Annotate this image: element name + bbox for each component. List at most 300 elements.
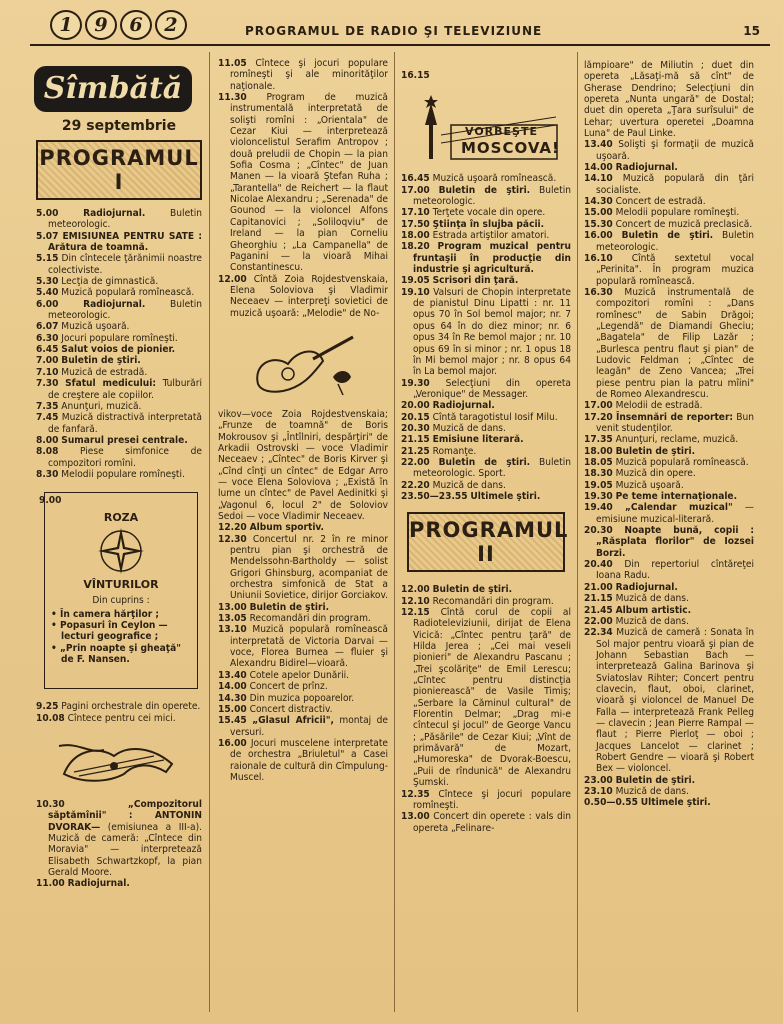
page-header <box>30 8 770 46</box>
entry-time: 20.40 <box>584 559 613 571</box>
entry-text: Muzică din opere. <box>615 468 696 480</box>
schedule-entry <box>584 400 754 411</box>
entry-time: 8.08 <box>36 446 59 458</box>
entry-text: Muzică populară romînească interpretată de Victoria Darvai — voce, Florea Burnea — fluier şi Alexandru Bidirel—vioară. <box>230 624 388 670</box>
schedule-entry <box>584 775 754 786</box>
entry-bold-title: Album artistic. <box>615 604 692 616</box>
entry-time: 20.15 <box>401 411 430 423</box>
schedule-list <box>218 58 388 319</box>
schedule-entry <box>401 173 571 184</box>
entry-bold-title: Radiojurnal. <box>83 298 146 310</box>
entry-text: Cîntece pentru cei mici. <box>67 712 176 724</box>
schedule-entry <box>218 274 388 319</box>
entry-text: Terţete vocale din opere. <box>432 207 546 219</box>
entry-bold-title: Noapte bună, copii : „Răsplata florilor" de Iozsei Borzi. <box>596 525 754 559</box>
entry-text: Din muzica popoarelor. <box>249 692 355 704</box>
entry-bold-title: Buletin de ştiri. <box>621 230 714 242</box>
entry-time: 13.00 <box>218 601 247 613</box>
entry-time: 19.05 <box>584 479 613 491</box>
entry-time: 12.20 <box>218 522 247 534</box>
entry-text: Muzică de dans. <box>432 479 506 491</box>
schedule-entry <box>36 299 202 322</box>
entry-time: 5.00 <box>36 208 59 219</box>
schedule-entry <box>36 878 202 889</box>
schedule-entry <box>36 446 202 469</box>
schedule-entry <box>584 457 754 468</box>
entry-bold-title: Radiojurnal. <box>615 581 678 593</box>
schedule-entry <box>584 593 754 604</box>
entry-time: 17.00 <box>584 400 613 412</box>
entry-time: 7.00 <box>36 355 59 367</box>
entry-time: 23.50—23.55 <box>401 490 468 502</box>
entry-text: Buletin meteorologic. Sport. <box>413 456 571 480</box>
entry-time: 20.30 <box>584 525 613 537</box>
schedule-entry <box>584 627 754 774</box>
entry-text: Recomandări din program. <box>432 595 554 607</box>
entry-time: 22.00 <box>584 615 613 627</box>
schedule-entry <box>36 799 202 878</box>
entry-bold-title: Sumarul presei centrale. <box>61 434 188 446</box>
entry-time: 7.35 <box>36 400 59 412</box>
entry-text: Valsuri de Chopin interpretate de pianistul Dinu Lipatti : nr. 11 opus 70 în Sol bemol major; nr. 7 opus 64 în do diez minor; nr. 6 opus 34 în Re bemol major ; nr. 10 opus 69 în si minor ; nr. 1 opus 18 în Mi bemol major ; nr. 8 opus 64 în La bemol major. <box>413 286 571 378</box>
entry-time: 15.00 <box>218 703 247 715</box>
entry-text: Concertul nr. 2 în re minor pentru pian şi orchestră de Mendelssohn-Bartholdy — solist Grigori Ghinsburg, acompaniat de orchestra simfonică de Stat a Uniunii Sovietice, dirijor Gorciakov. <box>230 533 388 602</box>
entry-text: Cîntă sextetul vocal „Perinita". În program muzica populară romînească. <box>596 252 754 287</box>
schedule-entry <box>401 241 571 275</box>
programul-2-banner: PROGRAMUL II <box>407 512 565 572</box>
schedule-entry <box>584 491 754 502</box>
programul-1-banner: PROGRAMUL I <box>36 140 202 200</box>
schedule-entry <box>401 207 571 218</box>
schedule-entry <box>584 287 754 400</box>
entry-time: 11.00 <box>36 878 65 890</box>
entry-time: 13.10 <box>218 624 247 636</box>
year-digit: 2 <box>155 10 187 40</box>
schedule-list <box>584 139 754 808</box>
entry-bold-title: Ultimele ştiri. <box>640 797 711 809</box>
entry-time: 13.40 <box>218 669 247 681</box>
schedule-entry <box>401 446 571 457</box>
entry-text: Concert de estradă. <box>615 196 706 208</box>
roza-subtitle: VÎNTURILOR <box>83 578 159 592</box>
schedule-entry <box>584 253 754 287</box>
entry-time: 19.40 <box>584 502 613 514</box>
schedule-entry <box>218 681 388 692</box>
entry-time: 14.30 <box>584 196 613 208</box>
entry-time: 7.45 <box>36 412 59 424</box>
schedule-entry <box>218 738 388 783</box>
schedule-list <box>401 173 571 502</box>
entry-bold-title: „Calendar muzical" <box>624 502 733 514</box>
schedule-entry <box>36 412 202 435</box>
entry-time: 16.00 <box>218 737 247 749</box>
schedule-entry <box>584 196 754 207</box>
schedule-entry <box>36 321 202 332</box>
entry-time: 18.00 <box>401 230 430 242</box>
roza-item: • „Prin noapte şi gheaţă" de F. Nansen. <box>51 642 181 665</box>
schedule-entry <box>401 607 571 789</box>
entry-time: 5.40 <box>36 287 59 299</box>
schedule-entry <box>584 797 754 808</box>
column-2 <box>218 58 388 783</box>
entry-bold-title: Emisiune literară. <box>432 434 524 446</box>
schedule-entry <box>36 355 202 366</box>
compass-rose-icon <box>96 526 146 576</box>
schedule-entry <box>36 287 202 298</box>
roza-item: • Popasuri în Ceylon — lecturi geografice ; <box>51 619 168 643</box>
schedule-entry <box>584 786 754 797</box>
schedule-entry <box>36 713 202 724</box>
entry-time: 17.10 <box>401 207 430 219</box>
schedule-entry <box>584 230 754 253</box>
schedule-entry <box>36 701 202 712</box>
entry-text: Muzică populară romînească. <box>61 287 195 299</box>
entry-time: 19.30 <box>584 491 613 503</box>
entry-text: Concert distractiv. <box>249 703 333 715</box>
schedule-entry <box>218 624 388 669</box>
schedule-entry <box>401 584 571 595</box>
schedule-entry <box>401 457 571 480</box>
entry-time: 14.00 <box>584 162 613 174</box>
entry-time: 14.30 <box>218 692 247 704</box>
entry-bold-title: Buletin de ştiri. <box>432 584 513 596</box>
schedule-entry <box>218 715 388 738</box>
entry-text: Jocuri muscelene interpretate de orchestra „Briuletul" a Casei raionale de cultură din Cîmpulung-Muscel. <box>230 737 388 783</box>
schedule-entry-continuation: vikov—voce Zoia Rojdestvenskaia; „Frunze de toamnă" de Boris Mokrousov şi „Întîlniri, despărţiri" de Arkadii Ostrovski — voce Vladimir Neceaev ; „Cîntec" de Boris Kirver şi „Cînd cînţi un cîntec" de Edgar Arro — voce Elena Soloviova ; „Există în lume un cîntec" de Pavel Aedinitki şi „Vagonul 6, locul 2" de Soloviov Sedoi — voce Vladimir Neceaev. <box>218 408 388 522</box>
entry-time: 7.10 <box>36 366 59 378</box>
column-1 <box>36 66 202 890</box>
entry-bold-title: Buletin de ştiri. <box>249 601 330 613</box>
entry-time: 19.05 <box>401 275 430 287</box>
schedule-entry <box>584 412 754 435</box>
entry-time: 6.30 <box>36 332 59 344</box>
entry-bold-title: Radiojurnal. <box>83 208 146 219</box>
entry-time: 12.15 <box>401 607 430 618</box>
entry-time: 10.30 <box>36 798 65 810</box>
entry-time: 18.30 <box>584 468 613 480</box>
entry-bold-title: Buletin de ştiri. <box>438 456 531 468</box>
entry-time: 21.15 <box>584 593 613 605</box>
schedule-entry <box>218 670 388 681</box>
entry-time: 11.30 <box>218 92 247 104</box>
schedule-entry <box>36 208 202 231</box>
schedule-entry <box>36 469 202 480</box>
schedule-entry <box>401 789 571 812</box>
schedule-entry <box>584 207 754 218</box>
schedule-entry <box>36 253 202 276</box>
entry-text: Muzică instrumentală de compozitori romîni : „Dans romînesc" de Sabin Drăgoi; „Legendă" de Diamandi Gheciu; „Bagatela" de Filip Lazăr ; „Burlesca pentru flaut şi pian" de Ludovic Feldman ; „Cîntec de leagăn" de Zeno Vancea; „Trei piese pentru pian la patru mîini" de Romeo Alexandrescu. <box>596 286 754 400</box>
roza-time: 9.00 <box>39 495 62 507</box>
schedule-entry <box>401 596 571 607</box>
schedule-entry <box>36 401 202 412</box>
entry-time: 17.00 <box>401 184 430 196</box>
roza-contents-label: Din cuprins : <box>92 595 150 607</box>
entry-bold-title: Buletin de ştiri. <box>615 445 696 457</box>
schedule-entry <box>584 616 754 627</box>
entry-time: 8.00 <box>36 434 59 446</box>
schedule-entry <box>36 333 202 344</box>
column-divider <box>577 52 578 1012</box>
entry-bold-title: Ultimele ştiri. <box>470 490 541 502</box>
entry-time: 20.00 <box>401 400 430 412</box>
entry-time: 14.00 <box>218 681 247 693</box>
schedule-entry <box>584 582 754 593</box>
entry-time: 14.10 <box>584 173 613 185</box>
entry-time: 15.00 <box>584 207 613 219</box>
entry-bold-title: Sfatul medicului: <box>65 378 156 390</box>
entry-text: (emisiunea a III-a). Muzică de cameră: „Cîntece din Moravia" — interpretează Elisabeth Schwartzkopf, la pian Gerald Moore. <box>48 821 202 878</box>
entry-text: — emisiune muzical-literară. <box>596 502 755 525</box>
entry-text: Estrada artiştilor amatori. <box>432 230 550 242</box>
schedule-list <box>218 522 388 783</box>
entry-text: Muzică de dans. <box>432 422 506 434</box>
schedule-entry <box>401 275 571 286</box>
schedule-entry <box>36 231 202 254</box>
schedule-entry <box>584 139 754 162</box>
entry-time: 15.30 <box>584 218 613 230</box>
schedule-entry <box>584 162 754 173</box>
entry-bold-title: Buletin de ştiri. <box>438 184 531 196</box>
entry-bold-title: Însemnări de reporter: <box>615 411 734 423</box>
entry-text: Muzică de cameră : Sonata în Sol major pentru vioară şi pian de Johann Sebastian Bach — interpretează Galina Barinova şi Sviatoslav Rihter; Concert pentru clavecin, flaut, oboi, clarinet, vioară şi violoncel de Manuel De Falla — interpretează Frank Pelleg — clavecin ; Jean Pierre Rampal — flaut ; Pierre Pierloţ — oboi ; Jacques Lancelot — clarinet ; Robert Gendre — vioară şi Robert Bex — violoncel. <box>596 627 754 775</box>
schedule-entry <box>218 534 388 602</box>
entry-time: 18.05 <box>584 457 613 469</box>
entry-text: Selecţiuni din opereta „Veronique" de Messager. <box>413 377 571 400</box>
roza-title: ROZA <box>103 511 139 525</box>
entry-text: Jocuri populare romîneşti. <box>61 332 178 344</box>
header-rule <box>30 44 770 46</box>
entry-text: Romanţe. <box>432 445 477 457</box>
entry-text: Recomandări din program. <box>249 613 371 625</box>
entry-text: Buletin meteorologic. <box>413 184 571 208</box>
entry-time: 6.00 <box>36 298 59 310</box>
entry-text: Muzică uşoară. <box>61 321 130 333</box>
entry-time: 16.15 <box>401 70 430 81</box>
entry-text: Lecţia de gimnastică. <box>61 276 159 288</box>
entry-time: 22.20 <box>401 479 430 491</box>
year-digit: 6 <box>120 10 152 40</box>
entry-bold-title: „Compozitorul săptămînii" : ANTONIN DVORAK— <box>48 798 202 833</box>
entry-time: 16.10 <box>584 252 613 264</box>
schedule-entry <box>401 811 571 834</box>
entry-text: Pagini orchestrale din operete. <box>61 701 201 713</box>
entry-bold-title: Salut voios de pionier. <box>61 344 176 356</box>
entry-text: Melodii populare romîneşti. <box>615 207 740 219</box>
entry-time: 6.45 <box>36 344 59 356</box>
schedule-entry <box>584 480 754 491</box>
entry-bold-title: Scrisori din ţară. <box>432 275 519 287</box>
schedule-entry <box>584 434 754 445</box>
roza-vanturilor-box <box>39 492 198 689</box>
year-digit: 9 <box>85 10 117 40</box>
entry-text: Buletin meteorologic. <box>48 208 202 231</box>
entry-time: 23.00 <box>584 774 613 786</box>
entry-time: 13.00 <box>401 811 430 823</box>
entry-bold-title: Buletin de ştiri. <box>61 355 141 367</box>
schedule-list <box>36 799 202 890</box>
entry-text: Cîntă corul de copii al Radioteleviziunii, dirijat de Elena Vicică: „Cîntec pentru ţară" de Hilda Jerea ; „Cei mai veseli pionieri" de Alexandru Pascanu ; „Trei şcolăriţe" de Emil Lerescu; „Cîntec pentru distincţia pionierească" de Vasile Timiş; „Serbare la Căminul cultural" de Florentin Delmar; „Drag mi-e cîntecul şi jocul" de George Vancu ; „Păsările" de Cezar Kiui; „Vînt de primăvară" de Mozart, „Humoreska" de Dvorak-Boescu, „Puii de rîndunică" de Alexandru Şumski. <box>413 607 571 789</box>
entry-bold-title: Radiojurnal. <box>67 878 130 890</box>
entry-bold-title: Ştiinţa în slujba păcii. <box>432 218 545 230</box>
schedule-entry <box>584 605 754 616</box>
schedule-entry <box>218 704 388 715</box>
schedule-entry <box>218 522 388 533</box>
entry-bold-title: Pe teme internaţionale. <box>615 491 738 503</box>
entry-text: Muzică populară din ţări socialiste. <box>596 173 754 196</box>
entry-time: 5.30 <box>36 276 59 288</box>
schedule-entry <box>401 434 571 445</box>
entry-text: Muzică uşoară romînească. <box>432 173 557 185</box>
schedule-entry <box>401 185 571 208</box>
entry-time: 0.50—0.55 <box>584 797 638 809</box>
entry-time: 12.35 <box>401 788 430 800</box>
entry-time: 22.00 <box>401 456 430 468</box>
entry-time: 11.05 <box>218 58 247 69</box>
entry-text: Muzică de estradă. <box>61 366 148 378</box>
entry-time: 21.00 <box>584 581 613 593</box>
schedule-entry <box>218 58 388 92</box>
entry-time: 6.07 <box>36 321 59 333</box>
entry-time: 18.00 <box>584 445 613 457</box>
schedule-entry-continuation: lămpioare" de Miliutin ; duet din opereta „Lăsaţi-mă să cînt" de Gherase Dendrino; Selecţiuni din opereta „Nunta ungară" de Dostal; duet din opereta „Ţara surîsului" de Lehar; uvertura operetei „Doamna Luna" de Paul Linke. <box>584 60 754 140</box>
entry-time: 17.50 <box>401 218 430 230</box>
entry-time: 17.20 <box>584 411 613 423</box>
entry-text: Muzică de dans. <box>615 593 689 605</box>
page-number: 15 <box>743 24 760 38</box>
entry-time: 12.30 <box>218 533 247 545</box>
entry-time: 12.00 <box>218 273 247 285</box>
year-digit: 1 <box>50 10 82 40</box>
schedule-entry <box>36 378 202 401</box>
entry-text: Din repertoriul cîntăreţei Ioana Radu. <box>596 559 754 582</box>
roza-item: • În camera hărţilor ; <box>51 608 160 620</box>
moscova-text: MOSCOVA! <box>461 139 560 158</box>
schedule-entry <box>584 525 754 559</box>
entry-text: Cîntece şi jocuri populare romîneşti. <box>413 788 571 811</box>
schedule-entry <box>36 344 202 355</box>
schedule-entry <box>36 367 202 378</box>
entry-time: 10.08 <box>36 712 65 724</box>
schedule-entry <box>584 173 754 196</box>
schedule-entry <box>401 378 571 401</box>
entry-time: 20.30 <box>401 422 430 434</box>
schedule-entry <box>36 435 202 446</box>
entry-time: 19.30 <box>401 377 430 389</box>
entry-time: 9.25 <box>36 701 59 713</box>
vorbeste-text: VORBEŞTE <box>465 125 538 139</box>
schedule-entry <box>36 276 202 287</box>
schedule-entry <box>401 400 571 411</box>
schedule-list <box>36 701 202 724</box>
entry-text: Cîntă Zoia Rojdestvenskaia, Elena Soloviova şi Vladimir Neceaev — interpreţi sovietici de muzică uşoară: „Melodie" de No- <box>230 273 388 319</box>
entry-text: Concert din operete : vals din opereta „Felinare- <box>413 811 571 834</box>
entry-text: Cotele apelor Dunării. <box>249 669 350 681</box>
entry-bold-title: Buletin de ştiri. <box>615 774 696 786</box>
schedule-entry <box>401 491 571 502</box>
entry-time: 16.30 <box>584 286 613 298</box>
year-badge <box>50 10 187 40</box>
schedule-entry <box>401 423 571 434</box>
entry-time: 13.05 <box>218 613 247 625</box>
schedule-entry <box>218 613 388 624</box>
schedule-entry <box>584 446 754 457</box>
schedule-entry <box>401 219 571 230</box>
entry-text: Melodii de estradă. <box>615 400 703 412</box>
schedule-entry <box>218 92 388 274</box>
entry-bold-title: Radiojurnal. <box>432 400 495 412</box>
violin-illustration-icon <box>54 734 184 789</box>
entry-time: 5.15 <box>36 253 59 265</box>
entry-text: Cîntece şi jocuri populare romîneşti şi ale minorităţilor naţionale. <box>230 58 388 92</box>
column-4 <box>584 60 754 809</box>
entry-bold-title: Program muzical pentru fruntaşii în producţie din industrie şi agricultură. <box>413 241 571 276</box>
entry-text: Muzică de dans. <box>615 615 689 627</box>
column-divider <box>394 52 395 1012</box>
entry-time: 8.30 <box>36 468 59 480</box>
guitar-flowers-illustration-icon <box>243 329 363 399</box>
schedule-entry <box>401 287 571 378</box>
entry-time: 21.15 <box>401 434 430 446</box>
entry-text: Anunţuri, reclame, muzică. <box>615 434 739 446</box>
entry-time: 18.20 <box>401 241 430 253</box>
entry-text: Muzică populară romînească. <box>615 457 749 469</box>
entry-time: 19.10 <box>401 286 430 298</box>
schedule-entry <box>401 412 571 423</box>
vorbeste-moscova-banner <box>411 95 561 161</box>
entry-text: Piese simfonice de compozitori romîni. <box>48 446 202 469</box>
schedule-entry <box>584 219 754 230</box>
entry-bold-title: Album sportiv. <box>249 522 324 534</box>
entry-time: 12.10 <box>401 595 430 607</box>
entry-text: Concert de muzică preclasică. <box>615 218 753 230</box>
entry-time: 22.34 <box>584 627 613 639</box>
column-3 <box>401 70 571 834</box>
schedule-entry <box>584 468 754 479</box>
entry-time: 21.25 <box>401 445 430 457</box>
entry-time: 17.35 <box>584 434 613 446</box>
entry-text: Muzică distractivă interpretată de fanfară. <box>48 412 202 435</box>
entry-text: Tulburări de creştere ale copiilor. <box>48 378 203 401</box>
entry-time: 5.07 <box>36 230 59 242</box>
schedule-entry <box>401 480 571 491</box>
entry-time: 13.40 <box>584 139 613 151</box>
entry-time: 21.45 <box>584 604 613 616</box>
entry-text: montaj de versuri. <box>230 715 388 738</box>
schedule-entry <box>584 559 754 582</box>
entry-text: Cîntă taragotistul Iosif Milu. <box>432 411 558 423</box>
entry-text: Solişti şi formaţii de muzică uşoară. <box>596 139 754 162</box>
entry-text: Buletin meteorologic. <box>48 298 202 322</box>
schedule-list <box>36 208 202 480</box>
schedule-entry <box>218 602 388 613</box>
schedule-list <box>401 584 571 834</box>
schedule-entry <box>218 693 388 704</box>
entry-text: Buletin meteorologic. <box>596 230 754 253</box>
entry-time: 12.00 <box>401 584 430 596</box>
entry-time: 16.00 <box>584 230 613 242</box>
schedule-entry <box>584 502 754 525</box>
entry-text: Concert de prînz. <box>249 681 328 693</box>
entry-bold-title: EMISIUNEA PENTRU SATE : Arătura de toamnă. <box>48 230 202 254</box>
date-line: 29 septembrie <box>61 118 177 134</box>
column-divider <box>209 52 210 1012</box>
entry-text: Melodii populare romîneşti. <box>61 468 185 480</box>
schedule-entry <box>401 230 571 241</box>
entry-text: Muzică de dans. <box>615 786 689 797</box>
entry-text: Program de muzică instrumentală interpretată de solişti romîni : „Orientala" de Cezar Kiui — interpretează violoncelistul Serafim Antropov ; două preludii de Chopin — la pian Sofia Cosma ; „Cîntec" de Juan Manen — la vioară Ştefan Ruha ; „Tarantella" de Reichert — la flaut Nicolae Alexandru ; „Serenada" de Gounod — la violoncel Alfons Capitanovici ; „Soliloqviu" de Ireland — la pian Corneliu Gheorghiu ; „La Campanella" de Paganini — la vioară Mihai Constantinescu. <box>230 92 388 274</box>
entry-text: Bun venit studenţilor. <box>596 411 754 434</box>
entry-time: 7.30 <box>36 378 59 390</box>
